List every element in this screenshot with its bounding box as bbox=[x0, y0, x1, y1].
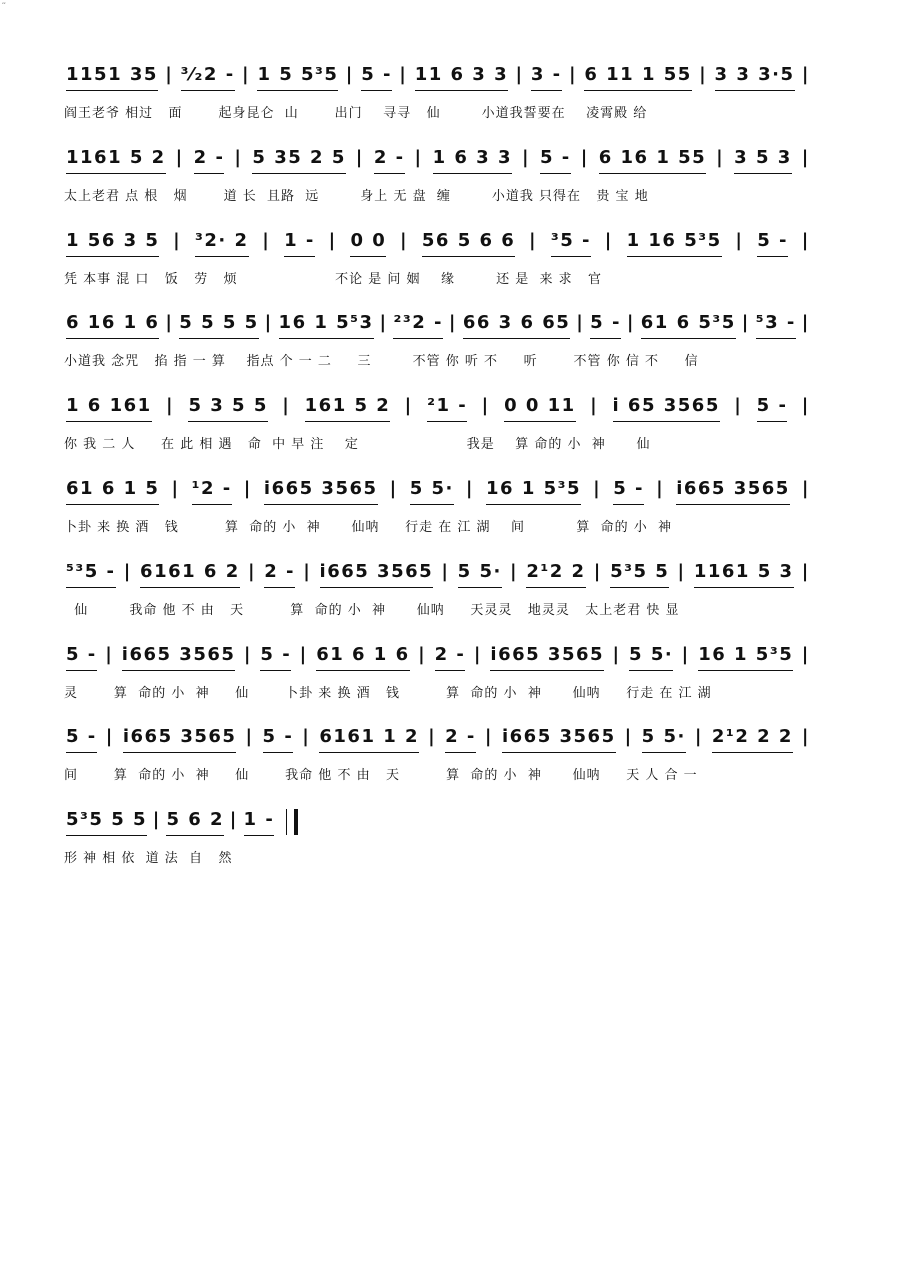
measure-notes: ³5 - bbox=[551, 230, 591, 257]
bar-line: | bbox=[173, 229, 182, 251]
bar-line: | bbox=[604, 229, 613, 251]
bar-line: | bbox=[801, 560, 810, 582]
measure-notes: 61 6 1 5 bbox=[66, 478, 159, 505]
measure-notes: 5 - bbox=[263, 726, 294, 753]
notation-line bbox=[66, 64, 810, 100]
notation-line bbox=[66, 395, 810, 431]
score-system bbox=[66, 644, 810, 727]
lyrics-line: 灵 算 命的 小 神 仙 卜卦 来 换 酒 钱 算 命的 小 神 仙呐 行走 在 江 湖 bbox=[64, 685, 712, 701]
bar-line: | bbox=[626, 312, 635, 334]
bar-line: | bbox=[484, 726, 493, 748]
notation-line bbox=[66, 478, 810, 514]
measure-notes: ⁵³5 - bbox=[66, 561, 116, 588]
bar-line: | bbox=[801, 312, 810, 334]
measure-notes: 5 5· bbox=[410, 478, 454, 505]
measure-notes: ²³2 - bbox=[393, 312, 443, 339]
measure-notes: i665 3565 bbox=[490, 644, 604, 671]
bar-line: | bbox=[624, 726, 633, 748]
measure-notes: i665 3565 bbox=[264, 478, 378, 505]
bar-line: | bbox=[105, 726, 114, 748]
bar-line: | bbox=[481, 395, 490, 417]
measure-notes: 5 - bbox=[540, 147, 571, 174]
notation-line bbox=[66, 312, 810, 348]
bar-line: | bbox=[303, 560, 312, 582]
measure-notes: 6161 1 2 bbox=[319, 726, 419, 753]
measure-notes: 3 5 3 bbox=[734, 147, 792, 174]
score-system bbox=[66, 395, 810, 478]
bar-line: | bbox=[345, 64, 354, 85]
bar-line: | bbox=[264, 312, 273, 334]
measure-notes: 6 16 1 55 bbox=[599, 147, 706, 174]
bar-line: | bbox=[262, 229, 271, 251]
measure-notes: 6 11 1 55 bbox=[584, 64, 691, 91]
notation-line bbox=[66, 644, 810, 680]
bar-line: | bbox=[741, 312, 750, 334]
bar-line: | bbox=[681, 643, 690, 665]
bar-line: | bbox=[612, 643, 621, 665]
bar-line: | bbox=[234, 146, 243, 168]
bar-line: | bbox=[243, 477, 252, 499]
bar-line: | bbox=[399, 64, 408, 85]
bar-line: | bbox=[355, 146, 364, 168]
measure-notes: 5 - bbox=[66, 644, 97, 671]
measure-notes: 1 6 3 3 bbox=[433, 147, 512, 174]
notation-line bbox=[66, 230, 810, 266]
measure-notes: 61 6 1 6 bbox=[316, 644, 409, 671]
measure-notes: 1161 5 3 bbox=[694, 561, 794, 588]
bar-line: | bbox=[801, 477, 810, 499]
bar-line: | bbox=[428, 726, 437, 748]
bar-line: | bbox=[243, 643, 252, 665]
measure-notes: 5 - bbox=[361, 64, 392, 91]
bar-line: | bbox=[328, 229, 337, 251]
bar-line: | bbox=[242, 64, 251, 85]
bar-line: | bbox=[473, 643, 482, 665]
measure-notes: 5 5 5 5 bbox=[179, 312, 258, 339]
score-system bbox=[66, 478, 810, 561]
bar-line: | bbox=[400, 229, 409, 251]
measure-notes: 16 1 5³5 bbox=[698, 644, 793, 671]
measure-notes: 1 - bbox=[244, 809, 275, 836]
measure-notes: 16 1 5⁵3 bbox=[279, 312, 374, 339]
measure-notes: 3 - bbox=[531, 64, 562, 91]
measure-notes: 2 - bbox=[374, 147, 405, 174]
measure-notes: i665 3565 bbox=[676, 478, 790, 505]
notation-line bbox=[66, 809, 298, 845]
bar-line: | bbox=[801, 146, 810, 168]
numbered-score bbox=[66, 64, 810, 892]
score-system bbox=[66, 726, 810, 809]
measure-notes: 1161 5 2 bbox=[66, 147, 166, 174]
bar-line: | bbox=[801, 64, 810, 85]
bar-line: | bbox=[515, 64, 524, 85]
final-bar-line bbox=[286, 809, 298, 835]
measure-notes: ³⁄₂2 - bbox=[181, 64, 235, 91]
measure-notes: 5 5· bbox=[629, 644, 673, 671]
lyrics-line: 你 我 二 人 在 此 相 遇 命 中 早 注 定 我是 算 命的 小 神 仙 bbox=[64, 437, 651, 453]
bar-line: | bbox=[152, 809, 161, 831]
measure-notes: 2¹2 2 2 bbox=[712, 726, 793, 753]
measure-notes: 1151 35 bbox=[66, 64, 158, 91]
measure-notes: 5 - bbox=[613, 478, 644, 505]
notation-line bbox=[66, 561, 810, 597]
bar-line: | bbox=[404, 395, 413, 417]
measure-notes: 5 35 2 5 bbox=[252, 147, 345, 174]
bar-line: | bbox=[593, 560, 602, 582]
bar-line: | bbox=[521, 146, 531, 168]
measure-notes: 16 1 5³5 bbox=[486, 478, 581, 505]
measure-notes: 6 16 1 6 bbox=[66, 312, 159, 339]
bar-line: | bbox=[123, 560, 132, 582]
bar-line: | bbox=[576, 312, 585, 334]
measure-notes: i665 3565 bbox=[502, 726, 616, 753]
bar-line: | bbox=[656, 477, 665, 499]
bar-line: | bbox=[282, 395, 291, 417]
lyrics-line: 小道我 念咒 掐 指 一 算 指点 个 一 二 三 不管 你 听 不 听 不管 你 信 不 信 bbox=[64, 354, 699, 370]
bar-line: | bbox=[441, 560, 450, 582]
bar-line: | bbox=[510, 560, 519, 582]
measure-notes: 6161 6 2 bbox=[140, 561, 240, 588]
bar-line: | bbox=[299, 643, 308, 665]
measure-notes: 5 - bbox=[590, 312, 621, 339]
measure-notes: 2 - bbox=[264, 561, 295, 588]
measure-notes: ²1 - bbox=[427, 395, 467, 422]
score-system bbox=[66, 147, 810, 230]
measure-notes: 5³5 5 5 bbox=[66, 809, 147, 836]
measure-notes: 5 3 5 5 bbox=[188, 395, 267, 422]
bar-line: | bbox=[529, 229, 538, 251]
bar-line: | bbox=[734, 395, 743, 417]
lyrics-line: 凭 本事 混 口 饭 劳 烦 不论 是 问 姻 缘 还 是 来 求 官 bbox=[64, 271, 603, 287]
lyrics-line: 太上老君 点 根 烟 道 长 且路 远 身上 无 盘 缠 小道我 只得在 贵 宝 地 bbox=[64, 188, 649, 204]
bar-line: | bbox=[593, 477, 602, 499]
measure-notes: 2¹2 2 bbox=[526, 561, 585, 588]
bar-line: | bbox=[389, 477, 398, 499]
measure-notes: 2 - bbox=[435, 644, 466, 671]
measure-notes: 0 0 11 bbox=[504, 395, 576, 422]
measure-notes: 161 5 2 bbox=[305, 395, 391, 422]
bar-line: | bbox=[465, 477, 474, 499]
measure-notes: 1 6 161 bbox=[66, 395, 152, 422]
bar-line: | bbox=[716, 146, 725, 168]
bar-line: | bbox=[801, 726, 810, 748]
measure-notes: 0 0 bbox=[350, 230, 386, 257]
measure-notes: ³2· 2 bbox=[195, 230, 249, 257]
bar-line: | bbox=[166, 395, 175, 417]
bar-line: | bbox=[699, 64, 708, 85]
lyrics-line: 形 神 相 依 道 法 自 然 bbox=[64, 851, 233, 867]
bar-line: | bbox=[694, 726, 703, 748]
bar-line: | bbox=[590, 395, 599, 417]
bar-line: | bbox=[801, 395, 810, 417]
measure-notes: 5 - bbox=[757, 395, 788, 422]
bar-line: | bbox=[175, 146, 184, 168]
notation-line bbox=[66, 147, 810, 183]
score-system bbox=[66, 809, 810, 892]
bar-line: | bbox=[379, 312, 388, 334]
bar-line: | bbox=[302, 726, 311, 748]
lyrics-line: 卜卦 来 换 酒 钱 算 命的 小 神 仙呐 行走 在 江 湖 间 算 命的 小 神 bbox=[64, 519, 673, 535]
bar-line: | bbox=[568, 64, 578, 85]
notation-line bbox=[66, 726, 810, 762]
lyrics-line: 仙 我命 他 不 由 天 算 命的 小 神 仙呐 天灵灵 地灵灵 太上老君 快 显 bbox=[64, 602, 680, 618]
bar-line: | bbox=[247, 560, 257, 582]
measure-notes: 1 16 5³5 bbox=[627, 230, 722, 257]
measure-notes: 5 5· bbox=[642, 726, 686, 753]
measure-notes: 5³5 5 bbox=[610, 561, 669, 588]
measure-notes: 61 6 5³5 bbox=[641, 312, 736, 339]
bar-line: | bbox=[448, 312, 457, 334]
measure-notes: 5 5· bbox=[458, 561, 502, 588]
measure-notes: i665 3565 bbox=[320, 561, 434, 588]
bar-line: | bbox=[801, 229, 810, 251]
bar-line: | bbox=[165, 312, 174, 334]
measure-notes: i665 3565 bbox=[122, 644, 236, 671]
score-system bbox=[66, 312, 810, 395]
measure-notes: 1 5 5³5 bbox=[257, 64, 338, 91]
measure-notes: 5 6 2 bbox=[166, 809, 224, 836]
lyrics-line: 间 算 命的 小 神 仙 我命 他 不 由 天 算 命的 小 神 仙呐 天 人 合 一 bbox=[64, 768, 698, 784]
measure-notes: ¹2 - bbox=[192, 478, 232, 505]
lyrics-line: 阎王老爷 相过 面 起身昆仑 山 出门 寻寻 仙 小道我誓要在 凌霄殿 给 bbox=[64, 106, 648, 121]
measure-notes: 5 - bbox=[757, 230, 788, 257]
measure-notes: 1 56 3 5 bbox=[66, 230, 159, 257]
measure-notes: 1 - bbox=[284, 230, 315, 257]
bar-line: | bbox=[677, 560, 686, 582]
measure-notes: 5 - bbox=[66, 726, 97, 753]
measure-notes: i 65 3565 bbox=[613, 395, 720, 422]
measure-notes: i665 3565 bbox=[123, 726, 237, 753]
measure-notes: 3 3 3·5 bbox=[715, 64, 795, 91]
score-system bbox=[66, 64, 810, 147]
measure-notes: 56 5 6 6 bbox=[422, 230, 515, 257]
measure-notes: 2 - bbox=[445, 726, 476, 753]
measure-notes: 2 - bbox=[194, 147, 225, 174]
measure-notes: ⁵3 - bbox=[756, 312, 796, 339]
bar-line: | bbox=[105, 643, 114, 665]
bar-line: | bbox=[735, 229, 744, 251]
measure-notes: 66 3 6 65 bbox=[463, 312, 570, 339]
bar-line: | bbox=[418, 643, 427, 665]
bar-line: | bbox=[171, 477, 180, 499]
bar-line: | bbox=[245, 726, 254, 748]
bar-line: | bbox=[414, 146, 423, 168]
score-system bbox=[66, 230, 810, 313]
bar-line: | bbox=[580, 146, 589, 168]
bar-line: | bbox=[229, 809, 238, 831]
measure-notes: 11 6 3 3 bbox=[415, 64, 508, 91]
bar-line: | bbox=[165, 64, 174, 85]
corner-mark: ’’ bbox=[2, 2, 6, 9]
measure-notes: 5 - bbox=[260, 644, 291, 671]
bar-line: | bbox=[801, 643, 810, 665]
score-system bbox=[66, 561, 810, 644]
